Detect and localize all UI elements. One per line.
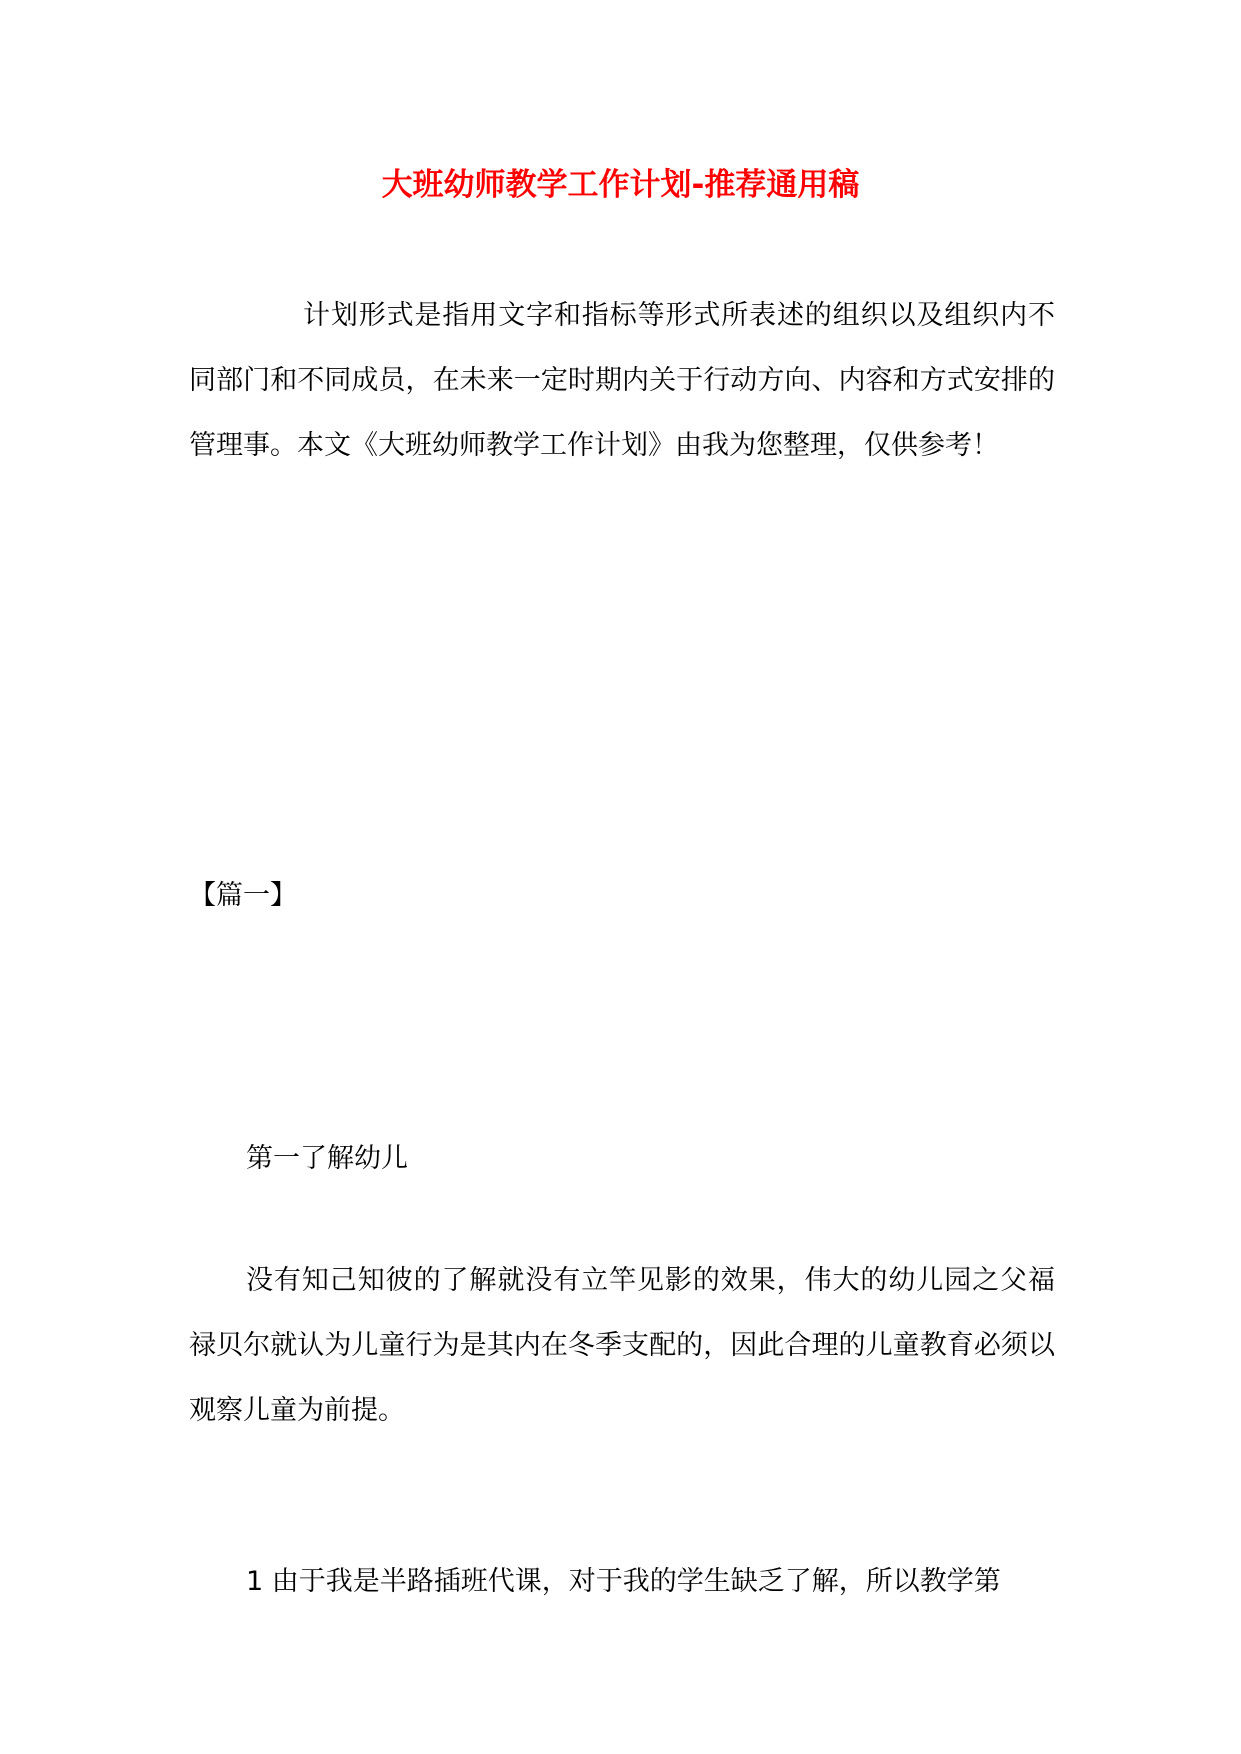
section-heading: 第一了解幼儿 (246, 1143, 408, 1174)
document-title: 大班幼师教学工作计划-推荐通用稿 (381, 167, 860, 203)
intro-paragraph: 计划形式是指用文字和指标等形式所表述的组织以及组织内不同部门和不同成员，在未来一定时期内关于行动方向、内容和方式安排的管理事。本文《大班幼师教学工作计划》由我为您整理，仅供参考！ (189, 300, 1055, 461)
body-paragraph-1: 没有知己知彼的了解就没有立竿见影的效果，伟大的幼儿园之父福禄贝尔就认为儿童行为是其内在冬季支配的，因此合理的儿童教育必须以观察儿童为前提。 (189, 1265, 1055, 1426)
body-paragraph-2: 1 由于我是半路插班代课，对于我的学生缺乏了解，所以教学第 (246, 1566, 1001, 1597)
section-label: 【篇一】 (189, 880, 297, 911)
